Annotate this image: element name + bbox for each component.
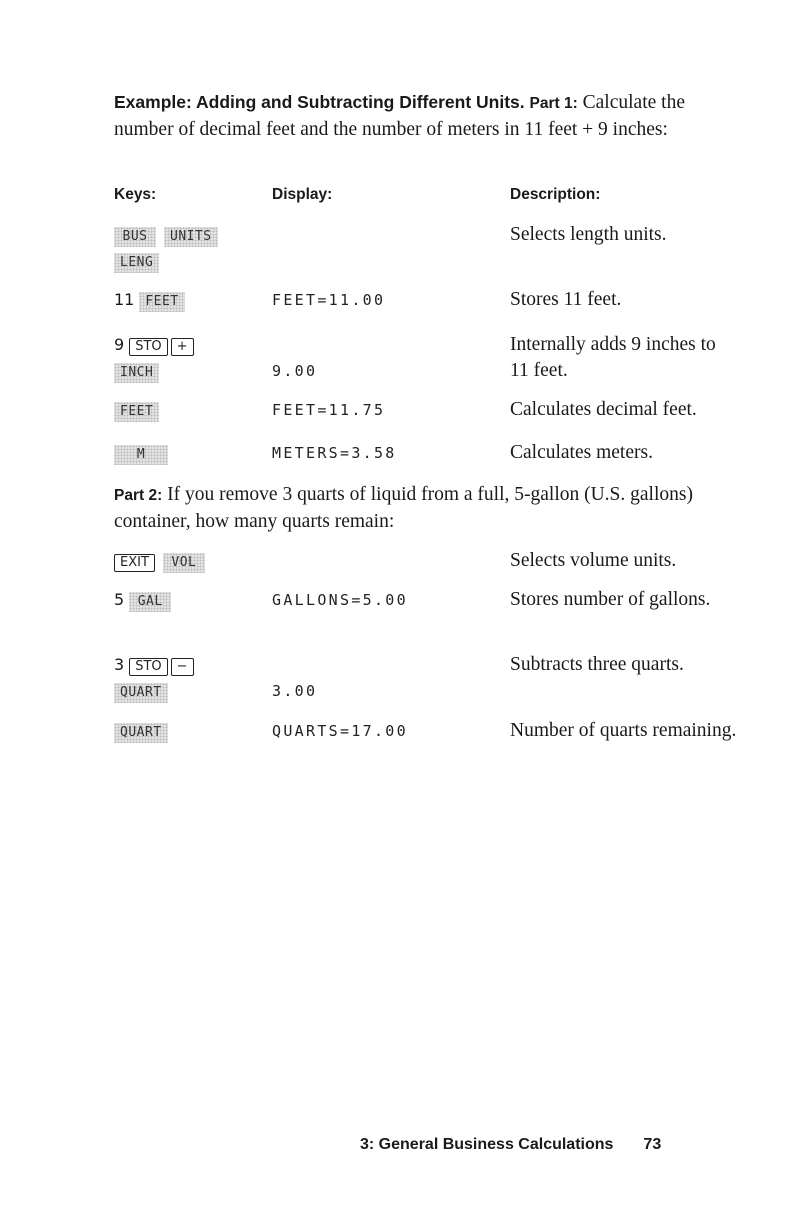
intro-text: Calculate the number of decimal feet and the number of meters in 11 feet + 9 inches: — [114, 92, 685, 140]
softkey-quart[interactable]: QUART — [114, 683, 168, 703]
softkey-inch[interactable]: INCH — [114, 363, 159, 383]
display-column-header: Display: — [272, 186, 333, 203]
description-cell: Subtracts three quarts. — [510, 654, 684, 675]
softkey-m[interactable]: M — [114, 445, 168, 465]
display-readout: FEET=11.75 — [272, 401, 386, 419]
softkey-bus[interactable]: BUS — [114, 227, 156, 247]
chapter-title: 3: General Business Calculations — [360, 1136, 614, 1153]
keys-cell — [114, 652, 197, 704]
plus-key[interactable]: + — [171, 338, 194, 356]
softkey-feet[interactable]: FEET — [139, 292, 184, 312]
display-readout: 9.00 — [272, 362, 318, 380]
number-entry: 9 — [114, 335, 125, 354]
minus-key[interactable]: − — [171, 658, 194, 676]
number-entry: 3 — [114, 655, 125, 674]
softkey-gal[interactable]: GAL — [129, 592, 171, 612]
keys-cell — [114, 332, 197, 384]
example-heading: Example: Adding and Subtracting Different Units. — [114, 92, 525, 112]
description-cell: Stores number of gallons. — [510, 589, 711, 610]
display-readout: GALLONS=5.00 — [272, 591, 408, 609]
description-column-header: Description: — [510, 186, 601, 203]
display-readout: METERS=3.58 — [272, 444, 397, 462]
description-cell: Calculates meters. — [510, 442, 653, 463]
description-cell: Selects length units. — [510, 224, 667, 245]
part2-paragraph — [114, 482, 738, 535]
keys-cell — [114, 397, 167, 423]
description-cell: Calculates decimal feet. — [510, 399, 697, 420]
part2-text: If you remove 3 quarts of liquid from a full, 5-gallon (U.S. gallons) container, how many quarts remain: — [114, 484, 693, 532]
keys-cell — [114, 287, 193, 313]
sto-key[interactable]: STO — [129, 658, 167, 676]
part2-label: Part 2: — [114, 487, 163, 504]
keys-cell — [114, 548, 213, 574]
softkey-units[interactable]: UNITS — [164, 227, 218, 247]
display-readout: FEET=11.00 — [272, 291, 386, 309]
keys-cell — [114, 587, 179, 613]
keys-cell — [114, 222, 226, 274]
number-entry: 11 — [114, 290, 135, 309]
description-cell: Internally adds 9 inches to 11 feet. — [510, 334, 716, 381]
page-footer — [360, 1136, 740, 1154]
softkey-leng[interactable]: LENG — [114, 253, 159, 273]
softkey-feet[interactable]: FEET — [114, 402, 159, 422]
description-cell: Stores 11 feet. — [510, 289, 622, 310]
page-number: 73 — [643, 1136, 662, 1153]
softkey-quart[interactable]: QUART — [114, 723, 168, 743]
exit-key[interactable]: EXIT — [114, 554, 155, 572]
intro-paragraph — [114, 89, 738, 143]
display-readout: 3.00 — [272, 682, 318, 700]
description-cell: Selects volume units. — [510, 550, 677, 571]
keys-column-header: Keys: — [114, 186, 157, 203]
part1-label: Part 1: — [529, 95, 578, 112]
display-readout: QUARTS=17.00 — [272, 722, 408, 740]
number-entry: 5 — [114, 590, 125, 609]
keys-cell — [114, 718, 176, 744]
keys-cell — [114, 440, 176, 466]
softkey-vol[interactable]: VOL — [163, 553, 205, 573]
description-cell: Number of quarts remaining. — [510, 720, 737, 741]
sto-key[interactable]: STO — [129, 338, 167, 356]
